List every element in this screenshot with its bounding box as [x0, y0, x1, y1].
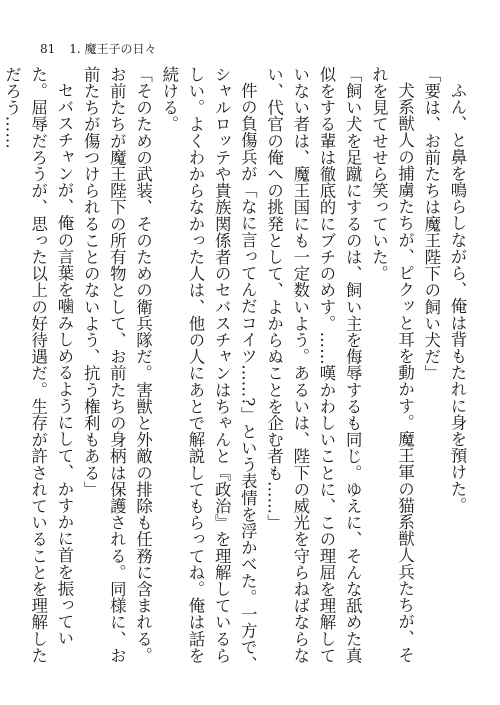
text-paragraph: 「飼い犬を足蹴にするのは、飼い主を侮辱するも同じ。ゆえに、そんな舐めた真似をする輩は徹底的にブチのめす。……嘆かわしいことに、この理屈を理解していない者は、魔王国にも一定数いよう。あるいは、陛下の威光を守らねばならない、代官の俺への挑発として、よからぬことを企む者も……」 [264, 66, 363, 664]
page-number: 81 [40, 42, 56, 56]
vertical-text-body [2, 66, 470, 676]
text-paragraph: 「そのための武装、そのための衛兵隊だ。害獣と外敵の排除も任務に含まれる。お前たちが魔王陛下の所有物として、お前たちの身柄は保護される。同様に、お前たちが傷つけられることのないよう、抗う権利もある」 [81, 66, 153, 664]
text-paragraph: 「要は、お前たちは魔王陛下の飼い犬だ」 [421, 66, 441, 382]
running-header [40, 40, 157, 58]
chapter-title: 1. 魔王子の日々 [69, 42, 157, 56]
text-paragraph: セバスチャンが、俺の言葉を噛みしめるようにして、かすかに首を振っていた。屈辱だろうが、思った以上の好待遇だ。生存が許されていることを理解しただろう…… [2, 66, 74, 664]
text-paragraph: 犬系獣人の捕虜たちが、ピクッと耳を動かす。魔王軍の猫系獣人兵たちが、それを見てせせら笑っていた。 [369, 66, 415, 664]
text-paragraph: 件の負傷兵が「なに言ってんだコイツ……?」という表情を浮かべた。一方で、シャルロッテや貴族関係者のセバスチャンはちゃんと『政治』を理解しているらしい。よくわからなかった人は、他の人にあとで解説してもらってね。俺は話を続ける。 [159, 66, 258, 673]
text-paragraph: ふん、と鼻を鳴らしながら、俺は背もたれに身を預けた。 [448, 82, 467, 514]
